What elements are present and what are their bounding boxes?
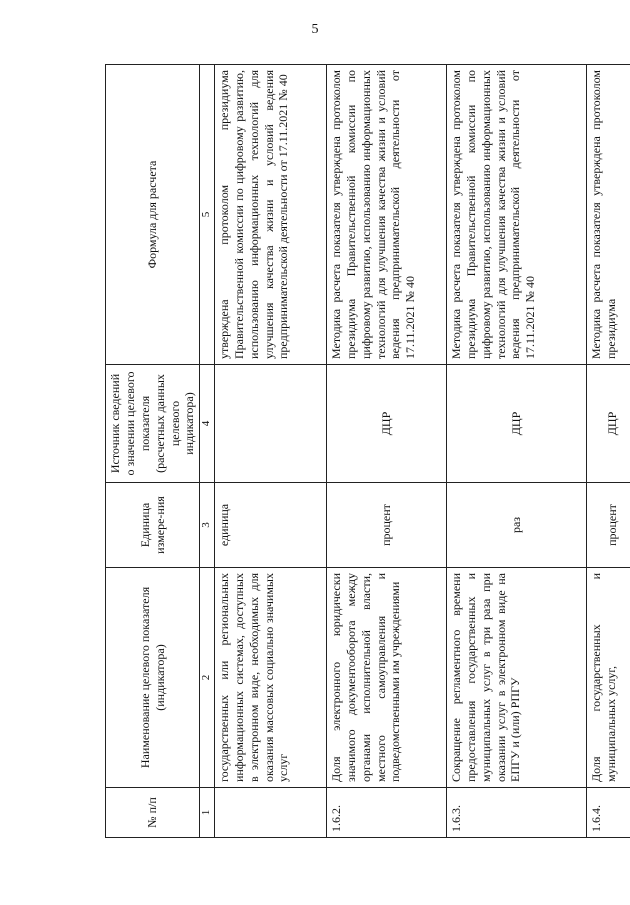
table-row [586, 65, 630, 838]
header-unit: Единица измере-ния [106, 483, 200, 568]
indicator-name: Доля государственных и муниципальных услуг, [586, 568, 630, 788]
column-number: 4 [200, 365, 215, 483]
row-number [214, 788, 326, 838]
header-source: Источник сведений о значении целевого показателя (расчетных данных целевого индикатора) [106, 365, 200, 483]
column-number: 3 [200, 483, 215, 568]
page-number: 5 [311, 22, 319, 37]
data-source [214, 365, 326, 483]
column-number: 2 [200, 568, 215, 788]
unit: раз [446, 483, 586, 568]
formula: Методика расчета показателя утверждена протоколом президиума Правительственной комиссии по цифровому развитию, использованию информационных технологий для улучшения качества жизни и условий ведения предпринимательской деятельности от 17.11.2021 № 40 [446, 65, 586, 365]
table-row [446, 65, 586, 838]
data-source: ДЦР [586, 365, 630, 483]
indicator-name: Сокращение регламентного времени предоставления государственных и муниципальных услуг в три раза при оказании услуг в электронном виде на ЕПГУ и (или) РПГУ [446, 568, 586, 788]
rotated-table-wrapper [105, 65, 619, 838]
indicator-name: Доля электронного юридически значимого документооборота между органами исполнительной власти, местного самоуправления и подведомственными им учреждениями [326, 568, 446, 788]
formula: Методика расчета показателя утверждена протоколом президиума [586, 65, 630, 365]
header-formula: Формула для расчета [106, 65, 200, 365]
formula: утверждена протоколом президиума Правительственной комиссии по цифровому развитию, использованию информационных технологий для улучшения качества жизни и условий ведения предпринимательской деятельности от 17.11.2021 № 40 [214, 65, 326, 365]
unit: процент [586, 483, 630, 568]
table-header-row [106, 65, 200, 838]
row-number: 1.6.3. [446, 788, 586, 838]
table-row [326, 65, 446, 838]
unit: процент [326, 483, 446, 568]
column-number: 1 [200, 788, 215, 838]
column-numbers-row [200, 65, 215, 838]
header-indicator-name: Наименование целевого показателя (индикатора) [106, 568, 200, 788]
data-source: ДЦР [446, 365, 586, 483]
indicators-table [105, 64, 630, 838]
data-source: ДЦР [326, 365, 446, 483]
formula: Методика расчета показателя утверждена протоколом президиума Правительственной комиссии по цифровому развитию, использованию информационных технологий для улучшения качества жизни и условий ведения предпринимательской деятельности от 17.11.2021 № 40 [326, 65, 446, 365]
row-number: 1.6.4. [586, 788, 630, 838]
row-number: 1.6.2. [326, 788, 446, 838]
table-row [214, 65, 326, 838]
header-number: № п/п [106, 788, 200, 838]
unit: единица [214, 483, 326, 568]
indicator-name: государственных или региональных информационных системах, доступных в электронном виде, необходимых для оказания массовых социально значимых услуг [214, 568, 326, 788]
column-number: 5 [200, 65, 215, 365]
